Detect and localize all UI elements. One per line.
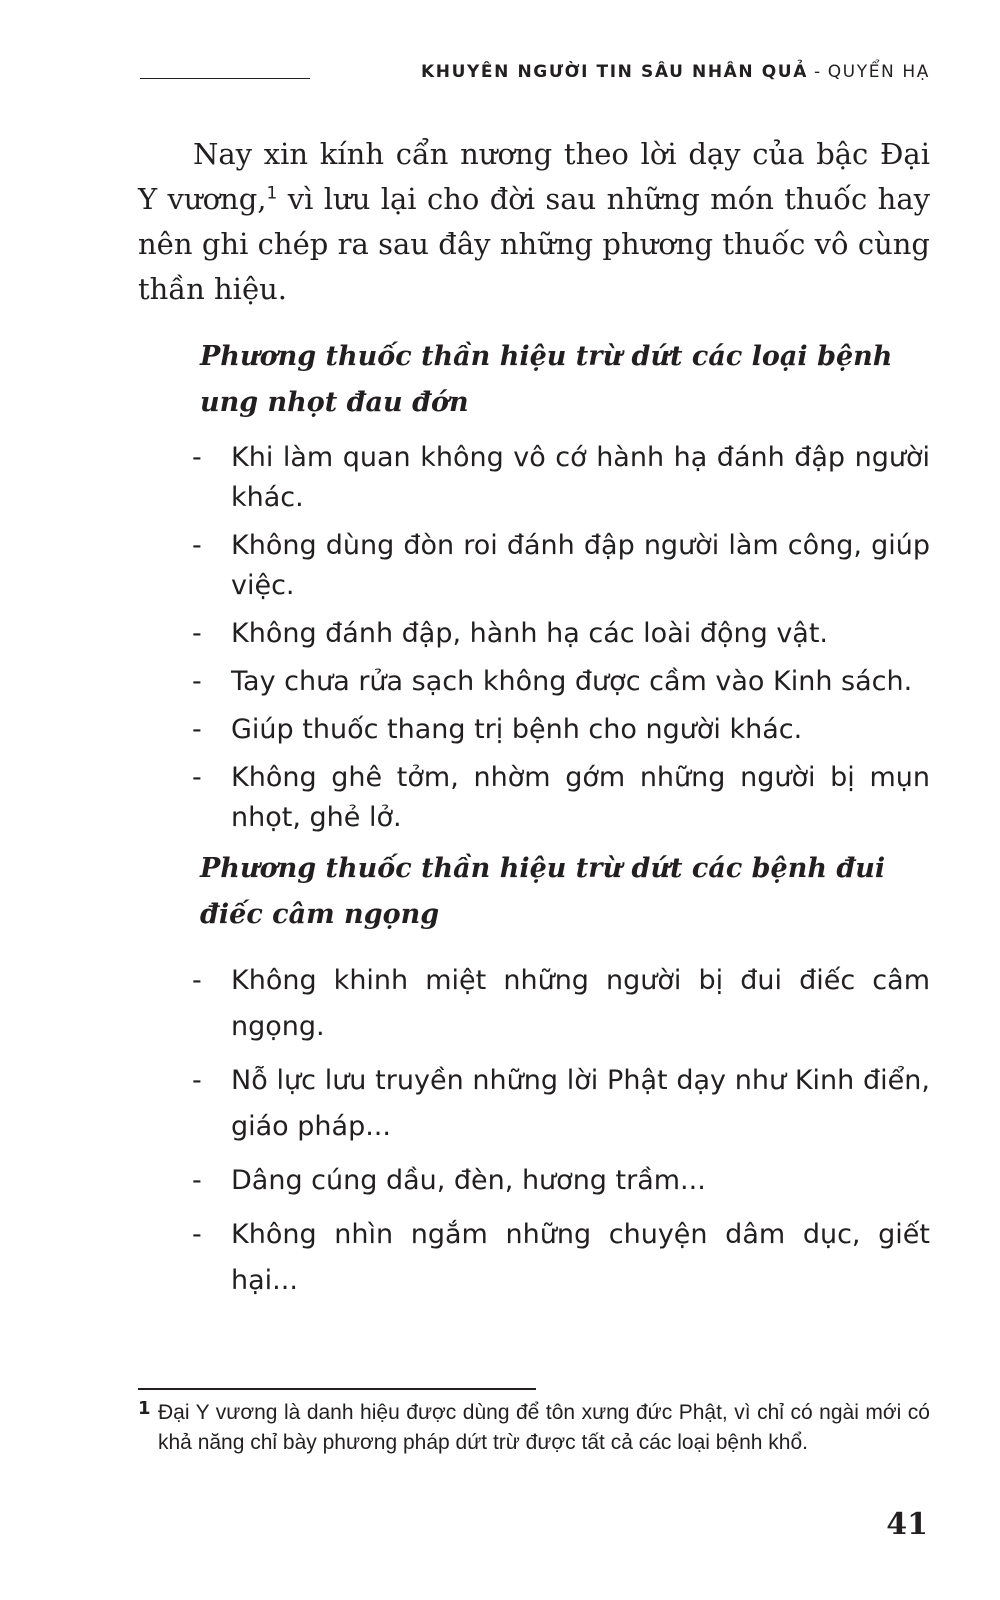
page-body bbox=[138, 132, 930, 1312]
list-item-text: Không đánh đập, hành hạ các loài động vật. bbox=[231, 618, 829, 649]
list-item-text: Không nhìn ngắm những chuyện dâm dục, giết hại... bbox=[231, 1219, 930, 1296]
list-item-text: Không ghê tởm, nhờm gớm những người bị mụn nhọt, ghẻ lở. bbox=[231, 762, 930, 833]
footnote-area bbox=[138, 1388, 930, 1458]
list-dash: - bbox=[192, 1165, 202, 1196]
list-item bbox=[138, 710, 930, 750]
list-item bbox=[138, 614, 930, 654]
list-dash: - bbox=[192, 965, 202, 996]
remedy-list bbox=[138, 438, 930, 838]
list-dash: - bbox=[192, 714, 202, 745]
list-item bbox=[138, 758, 930, 838]
header-title bbox=[421, 62, 930, 82]
list-item-text: Tay chưa rửa sạch không được cầm vào Kinh sách. bbox=[231, 666, 913, 697]
list-item-text: Giúp thuốc thang trị bệnh cho người khác. bbox=[231, 714, 803, 745]
header-rule bbox=[140, 78, 310, 79]
list-item-text: Nỗ lực lưu truyền những lời Phật dạy như Kinh điển, giáo pháp... bbox=[231, 1065, 930, 1142]
list-dash: - bbox=[192, 618, 202, 649]
list-item bbox=[138, 662, 930, 702]
section-heading: Phương thuốc thần hiệu trừ dứt các bệnh đui điếc câm ngọng bbox=[200, 853, 886, 930]
book-title: KHUYÊN NGƯỜI TIN SÂU NHÂN QUẢ bbox=[420, 62, 808, 82]
list-dash: - bbox=[192, 666, 202, 697]
list-dash: - bbox=[192, 1065, 202, 1096]
intro-text-continued: vì lưu lại cho đời sau những món thuốc hay nên ghi chép ra sau đây những phương thuốc vô cùng thần hiệu. bbox=[138, 182, 930, 306]
header-separator: - bbox=[813, 62, 822, 82]
intro-text: Nay xin kính cẩn nương theo lời dạy của bậc Đại Y vương, bbox=[138, 137, 930, 216]
footnote-mark: 1 bbox=[138, 1398, 151, 1419]
remedy-list bbox=[138, 958, 930, 1304]
section-heading: Phương thuốc thần hiệu trừ dứt các loại bệnh ung nhọt đau đớn bbox=[200, 341, 893, 418]
list-dash: - bbox=[192, 530, 202, 561]
footnote-reference: 1 bbox=[266, 183, 278, 204]
list-item bbox=[138, 1158, 930, 1204]
footnote-rule bbox=[138, 1388, 536, 1390]
running-header bbox=[140, 58, 930, 88]
list-dash: - bbox=[192, 762, 202, 793]
intro-paragraph bbox=[138, 132, 930, 312]
list-dash: - bbox=[192, 1219, 202, 1250]
footnote-text: Đại Y vương là danh hiệu được dùng để tôn xưng đức Phật, vì chỉ có ngài mới có khả năng chỉ bày phương pháp dứt trừ được tất cả các loại bệnh khổ. bbox=[158, 1401, 930, 1454]
list-item bbox=[138, 438, 930, 518]
list-item-text: Khi làm quan không vô cớ hành hạ đánh đập người khác. bbox=[231, 442, 930, 513]
footnote bbox=[138, 1398, 930, 1458]
volume-title: QUYỂN HẠ bbox=[827, 62, 930, 82]
list-item bbox=[138, 526, 930, 606]
list-item-text: Không khinh miệt những người bị đui điếc câm ngọng. bbox=[231, 965, 930, 1042]
list-item bbox=[138, 1058, 930, 1150]
list-item-text: Không dùng đòn roi đánh đập người làm công, giúp việc. bbox=[231, 530, 930, 601]
list-item bbox=[138, 1212, 930, 1304]
page-number: 41 bbox=[886, 1507, 928, 1542]
list-item-text: Dâng cúng dầu, đèn, hương trầm... bbox=[231, 1165, 706, 1196]
list-dash: - bbox=[192, 442, 202, 473]
list-item bbox=[138, 958, 930, 1050]
